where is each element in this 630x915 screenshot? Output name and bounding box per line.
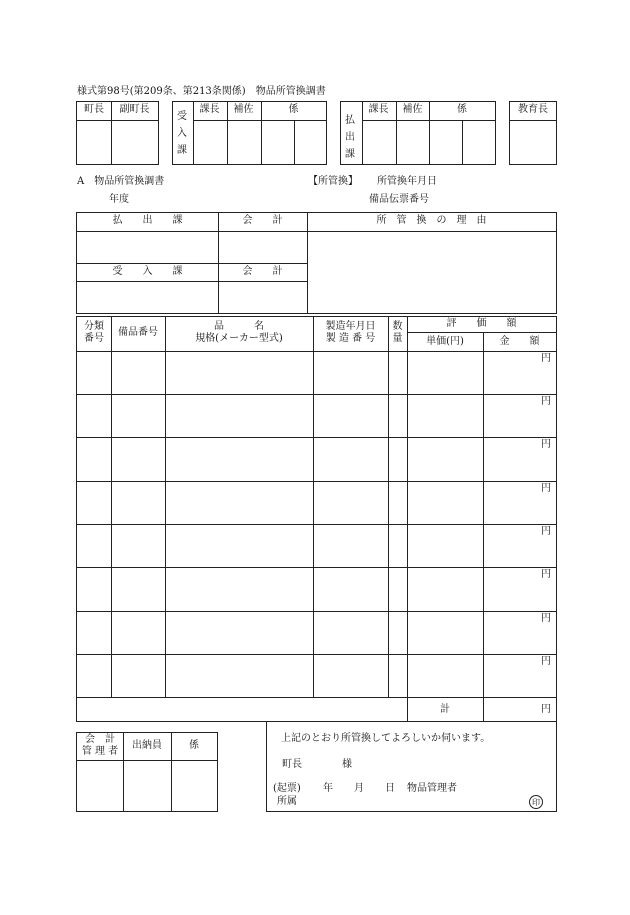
form-title: 様式第98号(第209条、第213条関係) 物品所管換調書 xyxy=(77,86,326,97)
disbursing-staff-label: 係 xyxy=(457,104,467,115)
transfer-date-label: 所管換年月日 xyxy=(377,176,437,187)
approval-deputy-mayor-label: 副町長 xyxy=(119,104,150,115)
row-yen-unit: 円 xyxy=(541,483,551,494)
total-label: 計 xyxy=(440,704,450,715)
year-label: 年 xyxy=(323,783,333,794)
approval-superintendent-label: 教育長 xyxy=(518,104,548,115)
drafted-label: (起票) xyxy=(273,783,301,794)
transfer-reason-label: 所 管 換 の 理 由 xyxy=(376,215,487,226)
out-accounting-label: 会 計 xyxy=(242,215,283,226)
voucher-number-label: 備品伝票番号 xyxy=(369,194,429,205)
in-accounting-label: 会 計 xyxy=(242,266,283,277)
spec-header: 規格(メーカー型式) xyxy=(195,333,283,344)
item-manager-label: 物品管理者 xyxy=(407,783,457,794)
request-statement: 上記のとおり所管換してよろしいか伺います。 xyxy=(281,733,491,744)
treasurer-label: 出納員 xyxy=(132,740,162,751)
class-number-header: 分類 番号 xyxy=(84,321,104,344)
quantity-header: 数 量 xyxy=(392,321,403,344)
honorific-label: 様 xyxy=(342,759,352,770)
accounting-manager-label: 会 計 管 理 者 xyxy=(81,734,119,757)
department-table xyxy=(76,212,557,314)
day-label: 日 xyxy=(385,783,395,794)
receiving-staff-label: 係 xyxy=(288,104,299,115)
transfer-tag: 【所管換】 xyxy=(308,176,358,187)
receiving-assistant-label: 補佐 xyxy=(233,104,254,115)
in-dept-label: 受 入 課 xyxy=(112,266,183,277)
amount-header: 金 額 xyxy=(499,336,540,347)
month-label: 月 xyxy=(354,783,364,794)
out-dept-label: 払 出 課 xyxy=(112,215,183,226)
accounting-staff-label: 係 xyxy=(189,740,199,751)
row-yen-unit: 円 xyxy=(541,396,551,407)
row-yen-unit: 円 xyxy=(541,569,551,580)
item-name-header: 品 名 xyxy=(214,321,264,332)
fiscal-year-label: 年度 xyxy=(109,194,129,205)
receiving-chief-label: 課長 xyxy=(199,104,220,115)
row-yen-unit: 円 xyxy=(541,613,551,624)
row-yen-unit: 円 xyxy=(541,656,551,667)
unit-price-header: 単価(円) xyxy=(426,336,464,347)
mayor-address-label: 町長 xyxy=(282,759,302,770)
section-title: A 物品所管換調書 xyxy=(77,176,165,187)
row-yen-unit: 円 xyxy=(541,439,551,450)
total-yen-unit: 円 xyxy=(541,704,551,715)
approval-mayor-label: 町長 xyxy=(84,104,104,115)
seal-stamp-icon: 印 xyxy=(529,795,543,809)
disbursing-dept-side-label: 払 出 課 xyxy=(345,115,355,160)
item-number-header: 備品番号 xyxy=(118,327,158,338)
receiving-dept-side-label: 受 入 課 xyxy=(177,111,187,156)
row-yen-unit: 円 xyxy=(541,353,551,364)
affiliation-label: 所属 xyxy=(277,796,297,807)
disbursing-assistant-label: 補佐 xyxy=(402,104,423,115)
serial-number-header: 製 造 番 号 xyxy=(325,333,376,344)
valuation-header: 評 価 額 xyxy=(446,318,517,329)
row-yen-unit: 円 xyxy=(541,526,551,537)
disbursing-chief-label: 課長 xyxy=(368,104,389,115)
mfg-date-header: 製造年月日 xyxy=(325,321,376,332)
